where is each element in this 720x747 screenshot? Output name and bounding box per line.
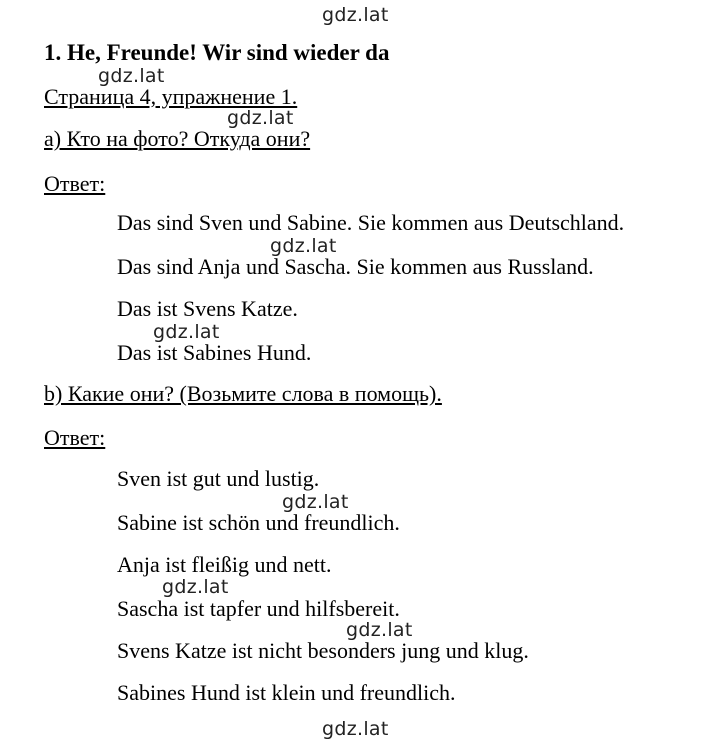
watermark: gdz.lat [270,235,337,257]
watermark: gdz.lat [322,718,389,740]
answer-b-line-3: Anja ist fleißig und nett. [117,552,332,577]
answer-a-line-2: Das sind Anja und Sascha. Sie kommen aus Russland. [117,254,594,279]
question-b: b) Какие они? (Возьмите слова в помощь). [44,381,442,406]
watermark: gdz.lat [282,491,349,513]
answer-b-line-5: Svens Katze ist nicht besonders jung und klug. [117,638,529,663]
answer-a-line-1: Das sind Sven und Sabine. Sie kommen aus Deutschland. [117,210,625,235]
answer-b-line-4: Sascha ist tapfer und hilfsbereit. [117,596,400,621]
answer-b-line-2: Sabine ist schön und freundlich. [117,510,400,535]
question-a: а) Кто на фото? Откуда они? [44,126,311,151]
exercise-title: 1. He, Freunde! Wir sind wieder da [44,40,390,65]
watermark: gdz.lat [98,65,165,87]
watermark: gdz.lat [346,619,413,641]
answer-label-b: Ответ: [44,425,106,450]
watermark: gdz.lat [162,576,229,598]
answer-b-line-6: Sabines Hund ist klein und freundlich. [117,680,456,705]
watermark: gdz.lat [227,107,294,129]
answer-a-line-4: Das ist Sabines Hund. [117,340,312,365]
watermark: gdz.lat [153,321,220,343]
watermark: gdz.lat [322,4,389,26]
answer-a-line-3: Das ist Svens Katze. [117,296,298,321]
answer-b-line-1: Sven ist gut und lustig. [117,466,320,491]
answer-label-a: Ответ: [44,171,106,196]
page-reference: Страница 4, упражнение 1. [44,84,298,109]
